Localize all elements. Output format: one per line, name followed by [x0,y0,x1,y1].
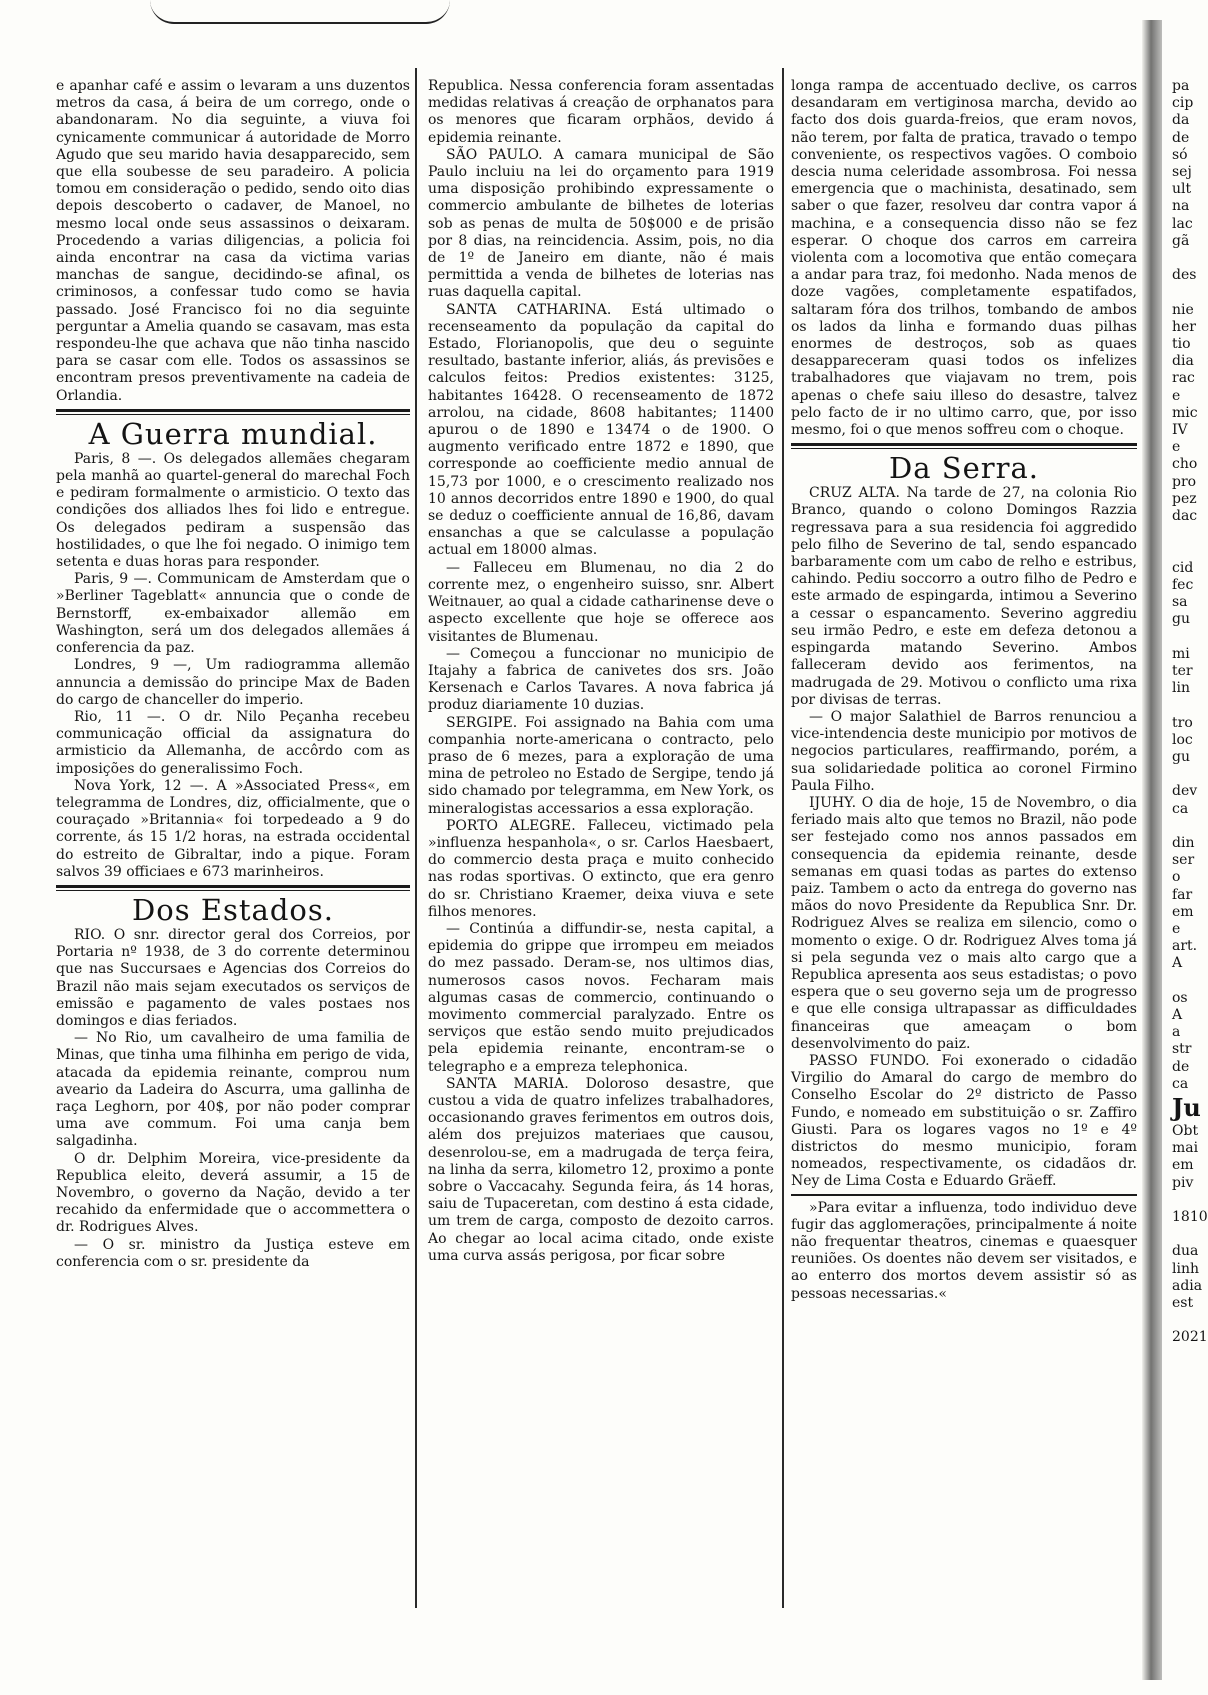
news-porto-alegre: PORTO ALEGRE. Falleceu, victimado pela »influenza hespanhola«, o sr. Carlos Haesbaert, do commercio desta praça e muito conhecido nas rodas sportivas. O extincto, que era genro do sr. Christiano Kraemer, deixa viuva e sete filhos menores. [428,817,774,920]
cropped-line: din [1172,834,1195,851]
dispatch-paris-9: Paris, 9 —. Communicam de Amsterdam que o »Berliner Tageblatt« annuncia que o conde de Bernstorff, ex-embaixador allemão em Washington, será um dos delegados allemães á conferencia da paz. [56,571,410,657]
cropped-line [1172,1192,1200,1209]
cropped-line: mic [1172,404,1198,421]
news-rio-gallinha: — No Rio, um cavalheiro de uma familia de Minas, que tinha uma filhinha em perigo de vida, atacada da epidemia reinante, comprou num aveario da Ladeira do Ascurra, uma gallinha de raça Leghorn, por 40$, por não poder comprar uma ave commum. Foi uma canja bem salgadinha. [56,1030,410,1150]
cropped-line: só [1172,146,1188,163]
news-itajahy: — Começou a funccionar no municipio de Itajahy a fabrica de canivetes dos srs. João Kersenach e Carlos Tavares. A nova fabrica já produz diariamente 10 duzias. [428,645,774,714]
cropped-line: ter [1172,662,1193,679]
cropped-line: tio [1172,336,1191,353]
cropped-line [1172,629,1200,646]
news-grippe: — Continúa a diffundir-se, nesta capital, a epidemia do grippe que irrompeu em meiados do mez passado. Deram-se, nos ultimos dias, numerosos casos novos. Fecharam mais algumas casas de commercio, continuando o movimento commercial paralyzado. Entre os serviços que estão sendo muito prejudicados pela epidemia reinante, encontram-se o telegrapho e a empreza telephonica. [428,920,774,1075]
cropped-line: dac [1172,508,1198,525]
news-sergipe: SERGIPE. Foi assignado na Bahia com uma companhia norte-americana o contracto, pelo praso de 6 mezes, para a exploração de uma mina de petroleo no Estado de Sergipe, tendo já sido chamado por telegramma, em New York, os mineralogistas accessarios a essa exploração. [428,714,774,817]
column-rule-2 [782,68,784,1608]
cropped-line: da [1172,112,1190,129]
section-heading-dos-estados: Dos Estados. [132,892,334,927]
cropped-line: far [1172,886,1193,903]
cropped-line: o [1172,869,1181,886]
cropped-line [1172,284,1200,301]
column-rule-1 [415,68,417,1608]
cropped-line [1172,250,1200,267]
cropped-line: dia [1172,353,1194,370]
news-ministro-justica: — O sr. ministro da Justiça esteve em conferencia com o sr. presidente da [56,1236,410,1270]
news-blumenau: — Falleceu em Blumenau, no dia 2 do corrente mez, o engenheiro suisso, snr. Albert Weitnauer, ao qual a cidade catharinense deve o aspecto excellente que hoje se offerece aos visitantes de Blumenau. [428,559,774,645]
cropped-line: pa [1172,78,1190,94]
cropped-column-tail [1172,1122,1208,1347]
cropped-line [1172,973,1200,990]
cropped-line [1172,766,1200,783]
binding-shadow [1142,20,1162,1680]
column-3 [791,78,1137,1303]
section-heading-da-serra: Da Serra. [888,451,1040,486]
section-divider [56,409,410,415]
dispatch-rio-11: Rio, 11 —. O dr. Nilo Peçanha recebeu communicação official da assignatura do armisticio da Allemanha, de accôrdo com as imposições do generalissimo Foch. [56,708,410,777]
news-cruz-alta: CRUZ ALTA. Na tarde de 27, na colonia Rio Branco, quando o colono Domingos Razzia regressava para a sua residencia foi aggredido pelo filho de Severino de tal, sendo espancado barbaramente com um cabo de relho e estribus, cahindo. Pediu soccorro a outro filho de Pedro e este armado de espingarda, intimou a Severino a cessar o espancamento. Severino aggrediu seu irmão Pedro, e este em defeza detonou a espingarda matando Severino. Ambos falleceram devido aos ferimentos, na madrugada de 29. Motivou o conflicto uma rixa por divisas de terras. [791,485,1137,708]
cropped-line: lin [1172,680,1190,697]
cropped-line: dua [1172,1243,1199,1260]
cropped-line: sej [1172,164,1192,181]
cropped-line: gu [1172,748,1190,765]
cropped-line: lac [1172,215,1193,232]
news-delphim-moreira: O dr. Delphim Moreira, vice-presidente da Republica eleito, deverá assumir, a 15 de Novembro, o governo da Nação, devido a ter recahido da enfermidade que o accommettera o dr. Rodrigues Alves. [56,1150,410,1236]
cropped-line [1172,697,1200,714]
cropped-line: em [1172,903,1194,920]
cropped-line: os [1172,989,1188,1006]
cropped-line [1172,542,1200,559]
article-orlandia-crime: e apanhar café e assim o levaram a uns duzentos metros da casa, á beira de um corrego, onde o abandonaram. No dia seguinte, a viuva foi cynicamente communicar á autoridade de Morro Agudo que seu marido havia desapparecido, sem que ella soubesse de seu paradeiro. A policia tomou em consideração o pedido, sendo oito dias depois descoberto o cadaver, de Manoel, no mesmo local onde seus assassinos o deixaram. Procedendo a varias diligencias, a policia foi ainda encontrar na casa da victima varias manchas de sangue, decidindo-se afinal, os criminosos, a confessar tudo como se havia passado. José Francisco foi no dia seguinte perguntar a Amelia quando se casavam, mas esta respondeu-lhe que achava que não tinha nascido para se casar com elle. Todos os assassinos se encontram presos preventivamente na cadeia de Orlandia. [56,78,410,404]
cropped-line: de [1172,129,1190,146]
dispatch-nova-york-12: Nova York, 12 —. A »Associated Press«, em telegramma de Londres, diz, officialmente, que o couraçado »Britannia« foi torpedeado a 9 do corrente, ás 15 1/2 horas, na estrada occidental do estreito de Gibraltar, indo a pique. Foram salvos 39 officiaes e 673 marinheiros. [56,777,410,880]
cropped-line: art. [1172,938,1198,955]
cropped-line: her [1172,318,1196,335]
cropped-line: fec [1172,576,1194,593]
cropped-line: e [1172,920,1181,937]
cropped-line [1172,525,1200,542]
news-salathiel: — O major Salathiel de Barros renunciou a vice-intendencia deste municipio por motivos de negocios particulares, reaffirmando, porém, a sua solidariedade politica ao coronel Firmino Paula Filho. [791,708,1137,794]
news-santa-catharina: SANTA CATHARINA. Está ultimado o recenseamento da população da capital do Estado, Florianopolis, que deu o seguinte resultado, bastante inferior, aliás, ás previsões e calculos feitos: Predios existentes: 3125, habitantes 16428. O recenseamento de 1872 arrolou, na cidade, 8608 habitantes; 11400 apurou o de 1890 e 13474 o de 1900. O augmento verificado entre 1872 e 1890, que corresponde ao coefficiente medio annual de 15,73 por 1000, e o crescimento realizado nos 10 annos decorridos entre 1890 e 1900, do qual se deduz o coefficiente annual de 16,86, davam ensanchas a que se calculasse a população actual em 18000 almas. [428,301,774,559]
news-santa-maria-cont: longa rampa de accentuado declive, os carros desandaram em vertiginosa marcha, devido ao facto dos dois guarda-freios, que eram novos, não terem, por falta de pratica, travado o tempo conveniente, os respectivos vagões. O comboio descia numa celeridade assombrosa. Foi nessa emergencia que o machinista, desatinado, sem saber o que fazer, resolveu dar contra vapor á machina, e a consequencia disso não se fez esperar. O choque dos carros em carreira violenta com a locomotiva que então começara a andar para traz, foi medonho. Nada menos de doze vagões, completamente espatifados, saltaram fóra dos trilhos, tombando de ambos os lados da linha e formando duas pilhas enormes de destroços, sob as quaes desappareceram quasi todos os infelizes trabalhadores que viajavam no trem, pois apenas o chefe saiu illeso do desastre, talvez pelo facto de ir no ultimo carro, que, por isso mesmo, foi o que menos soffreu com o choque. [791,78,1137,439]
cropped-line: pro [1172,473,1197,490]
cropped-line: gã [1172,232,1190,249]
column-2 [428,78,774,1265]
cropped-line: pez [1172,490,1197,507]
column-1 [56,78,410,1271]
news-santa-maria: SANTA MARIA. Doloroso desastre, que custou a vida de quatro infelizes trabalhadores, occasionando graves ferimentos em outros dois, além dos prejuizos materiaes que causou, desenrolou-se, em a madrugada de terça feira, na linha da serra, kilometro 12, proximo a ponte sobre o Vaccacahy. Segunda feira, ás 14 horas, saiu de Tupaceretan, com destino á esta cidade, um trem de carga, composto de dezoito carros. Ao chegar ao local acima citado, onde existe uma curva assás perigosa, por ficar sobre [428,1075,774,1264]
dispatch-londres-9: Londres, 9 —, Um radiogramma allemão annuncia a demissão do principe Max de Baden do cargo de chanceller do imperio. [56,657,410,708]
cropped-line: ser [1172,852,1195,869]
cropped-line: gu [1172,611,1190,628]
cropped-line: cid [1172,559,1194,576]
cropped-line: em [1172,1157,1194,1174]
notice-influenza: »Para evitar a influenza, todo individuo deve fugir das agglomerações, principalmente á noite não frequentar theatros, cinemas e quaesquer reuniões. Os doentes não devem ser visitados, e ao enterro dos mortos devem assistir só as pessoas necessarias.« [791,1199,1137,1302]
cropped-line: de [1172,1058,1190,1075]
cropped-line: IV [1172,422,1188,439]
news-ijuhy: IJUHY. O dia de hoje, 15 de Novembro, o dia feriado mais alto que temos no Brazil, não pode ser festejado como nos annos passados em consequencia da epidemia reinante, desde semanas em quasi todas as partes do extenso paiz. Tambem o acto da entrega do governo nas mãos do novo Presidente da Republica Snr. Dr. Rodriguez Alves se realiza em silencio, como o momento o exige. O dr. Rodriguez Alves toma já si pela segunda vez o mais alto cargo que a Republica apresenta aos seus estadistas; o povo espera que o seu governo seja um de progresso e que elle consiga ultrapassar as difficuldades financeiras que ameaçam o bom desenvolvimento do paiz. [791,794,1137,1052]
cropped-line: tro [1172,714,1193,731]
cropped-line: cho [1172,456,1198,473]
dispatch-paris-8: Paris, 8 —. Os delegados allemães chegaram pela manhã ao quartel-general do marechal Foch e pediram formalmente o armisticio. O texto das condições dos alliados lhes foi lido e entregue. Os delegados pediram a suspensão das hostilidades, o que lhe foi negado. O inimigo tem setenta e duas horas para responder. [56,450,410,571]
cropped-line: adia [1172,1277,1203,1294]
cropped-line [1172,1312,1200,1329]
cropped-line: nie [1172,301,1194,318]
cropped-line: cip [1172,95,1194,112]
cropped-line: ca [1172,1075,1189,1092]
cropped-line: na [1172,198,1190,215]
cropped-line: str [1172,1041,1192,1058]
column-4-cropped [1172,78,1208,1347]
cropped-line: sa [1172,594,1188,611]
cropped-line: dev [1172,783,1198,800]
cropped-line: a [1172,1024,1181,1041]
news-rio-correios: RIO. O snr. director geral dos Correios, por Portaria nº 1938, de 3 do corrente determinou que nas Succursaes e Agencias dos Correios do Brazil não mais sejam executados os serviços de emissão e pagamento de vales postaes nos domingos e dias feriados. [56,926,410,1029]
cropped-line [1172,1226,1200,1243]
cropped-line: e [1172,387,1181,404]
cropped-column-text [1172,78,1200,1093]
cropped-line [1172,818,1200,835]
section-divider [791,443,1137,449]
cropped-line: Obt [1172,1122,1199,1139]
news-passo-fundo: PASSO FUNDO. Foi exonerado o cidadão Virgilio do Amaral do cargo de membro do Conselho Escolar do 2º districto de Passo Fundo, e nomeado em substituição o sr. Zaffiro Giusti. Para os logares vagos no 1º e 4º districtos do mesmo municipio, foram nomeados, respectivamente, os cidadãos dr. Ney de Lima Costa e Eduardo Gräeff. [791,1052,1137,1190]
news-orphanatos: Republica. Nessa conferencia foram assentadas medidas relativas á creação de orphanatos para os menores que ficaram orphãos, devido á epidemia reinante. [428,78,774,146]
cropped-line: rac [1172,370,1195,387]
cropped-line: piv [1172,1174,1194,1191]
cropped-line: linh [1172,1260,1199,1277]
cropped-heading: Ju [1172,1092,1201,1122]
cropped-line: A [1172,1006,1183,1023]
cropped-line: 1810 [1172,1209,1208,1225]
cropped-line: A [1172,955,1183,972]
cropped-line: ult [1172,181,1192,198]
section-divider [56,885,410,891]
cropped-line: est [1172,1295,1194,1312]
cropped-line: ca [1172,800,1189,817]
cropped-line: mai [1172,1140,1199,1157]
cropped-line: des [1172,267,1197,284]
cropped-line: e [1172,439,1181,456]
cropped-line: mi [1172,645,1190,662]
cropped-line: loc [1172,731,1193,748]
section-divider [791,1194,1137,1196]
news-sao-paulo: SÃO PAULO. A camara municipal de São Paulo incluiu na lei do orçamento para 1919 uma disposição prohibindo expressamente o commercio ambulante de bilhetes de loterias sob as penas de multa de 50$000 e de prisão por 8 dias, na reincidencia. Assim, pois, no dia de 1º de Janeiro em diante, não é mais permittida a venda de bilhetes de loterias nas ruas daquella capital. [428,146,774,301]
cropped-line: 2021 [1172,1329,1208,1346]
section-heading-guerra-mundial: A Guerra mundial. [88,416,378,451]
page-top-mark [150,0,450,24]
